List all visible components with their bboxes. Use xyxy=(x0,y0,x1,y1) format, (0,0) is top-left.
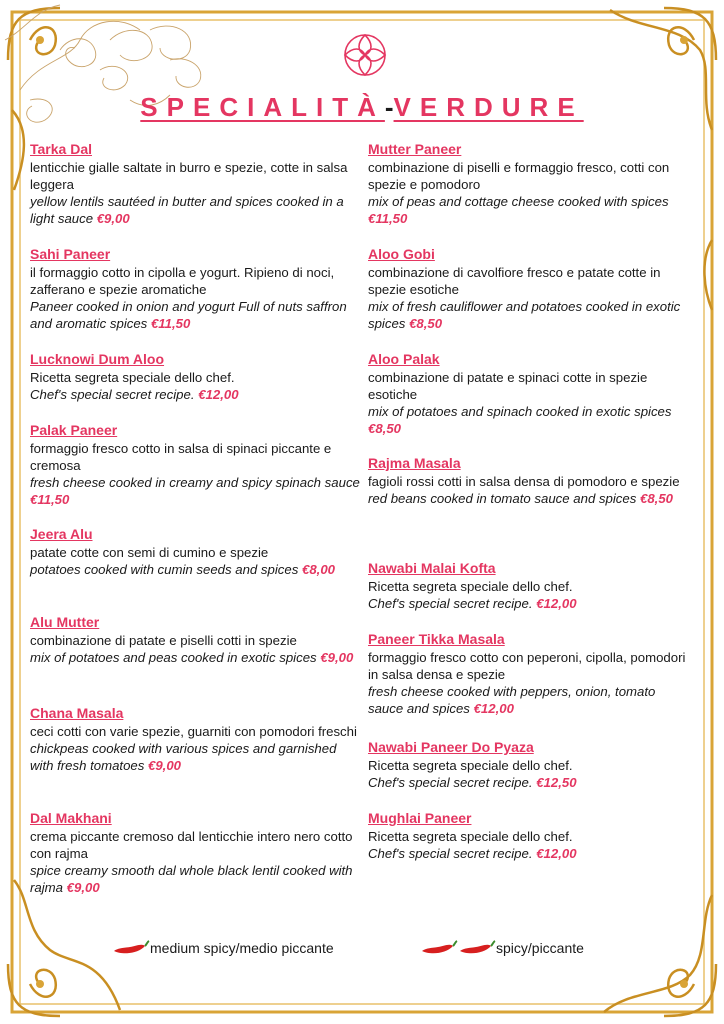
dish-description-it: Ricetta segreta speciale dello chef. xyxy=(30,370,235,385)
dish-description-it: patate cotte con semi di cumino e spezie xyxy=(30,545,269,560)
dish-price: €11,50 xyxy=(368,211,408,226)
dish-price: €8,00 xyxy=(301,562,335,577)
chili-pepper-icon xyxy=(112,940,150,956)
dish-description-it: formaggio fresco cotto con peperoni, cipolla, pomodori in salsa densa e spezie xyxy=(368,650,686,682)
menu-item xyxy=(30,422,360,508)
floral-decoration xyxy=(0,0,230,150)
menu-item xyxy=(368,560,693,612)
dish-description-en: spice creamy smooth dal whole black lentil cooked with rajma xyxy=(30,863,353,895)
dish-price: €12,00 xyxy=(536,846,577,861)
menu-item xyxy=(30,810,360,896)
menu-item xyxy=(368,141,693,227)
menu-item xyxy=(30,705,360,774)
dish-description-it: ceci cotti con varie spezie, guarniti con pomodori freschi xyxy=(30,724,357,739)
dish-description-en: Paneer cooked in onion and yogurt Full of nuts saffron and aromatic spices xyxy=(30,299,347,331)
dish-name: Nawabi Paneer Do Pyaza xyxy=(368,739,534,755)
dish-description-it: Ricetta segreta speciale dello chef. xyxy=(368,579,573,594)
dish-description-it: combinazione di patate e piselli cotti in spezie xyxy=(30,633,297,648)
menu-item xyxy=(368,246,693,332)
dish-description-en: mix of fresh cauliflower and potatoes cooked in exotic spices xyxy=(368,299,681,331)
chili-pepper-icon xyxy=(420,940,458,956)
dish-name: Paneer Tikka Masala xyxy=(368,631,505,647)
dish-description-en: mix of potatoes and peas cooked in exotic spices xyxy=(30,650,317,665)
dish-description-en: mix of potatoes and spinach cooked in exotic spices xyxy=(368,404,672,419)
dish-description-en: Chef's special secret recipe. xyxy=(368,596,533,611)
legend-spicy xyxy=(420,940,584,956)
dish-name: Sahi Paneer xyxy=(30,246,111,262)
dish-name: Tarka Dal xyxy=(30,141,92,157)
menu-item xyxy=(30,246,360,332)
dish-price: €12,00 xyxy=(198,387,239,402)
dish-name: Dal Makhani xyxy=(30,810,112,826)
dish-description-en: chickpeas cooked with various spices and garnished with fresh tomatoes xyxy=(30,741,337,773)
dish-name: Lucknowi Dum Aloo xyxy=(30,351,165,367)
dish-price: €9,00 xyxy=(320,650,354,665)
dish-name: Jeera Alu xyxy=(30,526,93,542)
dish-price: €9,00 xyxy=(96,211,130,226)
dish-description-it: lenticchie gialle saltate in burro e spezie, cotte in salsa leggera xyxy=(30,160,348,192)
legend-medium-label: medium spicy/medio piccante xyxy=(150,940,334,956)
legend-spicy-label: spicy/piccante xyxy=(496,940,584,956)
dish-description-it: combinazione di patate e spinaci cotte in spezie esotiche xyxy=(368,370,648,402)
menu-item xyxy=(368,810,693,862)
dish-price: €12,00 xyxy=(536,596,577,611)
dish-price: €8,50 xyxy=(368,421,402,436)
dish-description-en: fresh cheese cooked in creamy and spicy spinach sauce xyxy=(30,475,360,490)
dish-description-en: Chef's special secret recipe. xyxy=(30,387,195,402)
dish-name: Rajma Masala xyxy=(368,455,461,471)
dish-name: Mughlai Paneer xyxy=(368,810,472,826)
dish-description-en: red beans cooked in tomato sauce and spices xyxy=(368,491,637,506)
dish-price: €8,50 xyxy=(409,316,443,331)
dish-name: Mutter Paneer xyxy=(368,141,462,157)
dish-description-en: Chef's special secret recipe. xyxy=(368,775,533,790)
dish-price: €11,50 xyxy=(30,492,70,507)
dish-name: Aloo Gobi xyxy=(368,246,435,262)
menu-item xyxy=(368,351,693,437)
dish-price: €12,50 xyxy=(536,775,577,790)
dish-name: Palak Paneer xyxy=(30,422,118,438)
dish-description-it: combinazione di piselli e formaggio fresco, cotti con spezie e pomodoro xyxy=(368,160,670,192)
dish-price: €8,50 xyxy=(640,491,674,506)
chili-pepper-icon xyxy=(458,940,496,956)
dish-description-it: Ricetta segreta speciale dello chef. xyxy=(368,829,573,844)
dish-name: Aloo Palak xyxy=(368,351,440,367)
menu-item xyxy=(368,455,693,507)
dish-name: Chana Masala xyxy=(30,705,124,721)
dish-description-en: mix of peas and cottage cheese cooked with spices xyxy=(368,194,669,209)
menu-item xyxy=(30,614,360,666)
menu-item xyxy=(30,351,360,403)
dish-description-en: fresh cheese cooked with peppers, onion, tomato sauce and spices xyxy=(368,684,656,716)
dish-description-en: yellow lentils sautéed in butter and spices cooked in a light sauce xyxy=(30,194,344,226)
dish-price: €9,00 xyxy=(148,758,182,773)
dish-price: €9,00 xyxy=(66,880,100,895)
page-title: SPECIALITÀ-VERDURE xyxy=(140,92,584,122)
menu-item xyxy=(368,631,693,717)
dish-description-en: potatoes cooked with cumin seeds and spices xyxy=(30,562,299,577)
dish-description-it: il formaggio cotto in cipolla e yogurt. Ripieno di noci, zafferano e spezie aromatiche xyxy=(30,265,335,297)
dish-description-it: Ricetta segreta speciale dello chef. xyxy=(368,758,573,773)
dish-name: Nawabi Malai Kofta xyxy=(368,560,496,576)
dish-name: Alu Mutter xyxy=(30,614,100,630)
legend-medium-spicy xyxy=(112,940,334,956)
dish-description-en: Chef's special secret recipe. xyxy=(368,846,533,861)
dish-price: €11,50 xyxy=(150,316,191,331)
dish-price: €12,00 xyxy=(473,701,514,716)
menu-item xyxy=(30,526,360,578)
dish-description-it: formaggio fresco cotto in salsa di spinaci piccante e cremosa xyxy=(30,441,332,473)
dish-description-it: crema piccante cremoso dal lenticchie intero nero cotto con rajma xyxy=(30,829,353,861)
restaurant-logo-emblem xyxy=(343,26,387,84)
menu-item xyxy=(30,141,360,227)
menu-item xyxy=(368,739,693,791)
dish-description-it: fagioli rossi cotti in salsa densa di pomodoro e spezie xyxy=(368,474,680,489)
dish-description-it: combinazione di cavolfiore fresco e patate cotte in spezie esotiche xyxy=(368,265,661,297)
